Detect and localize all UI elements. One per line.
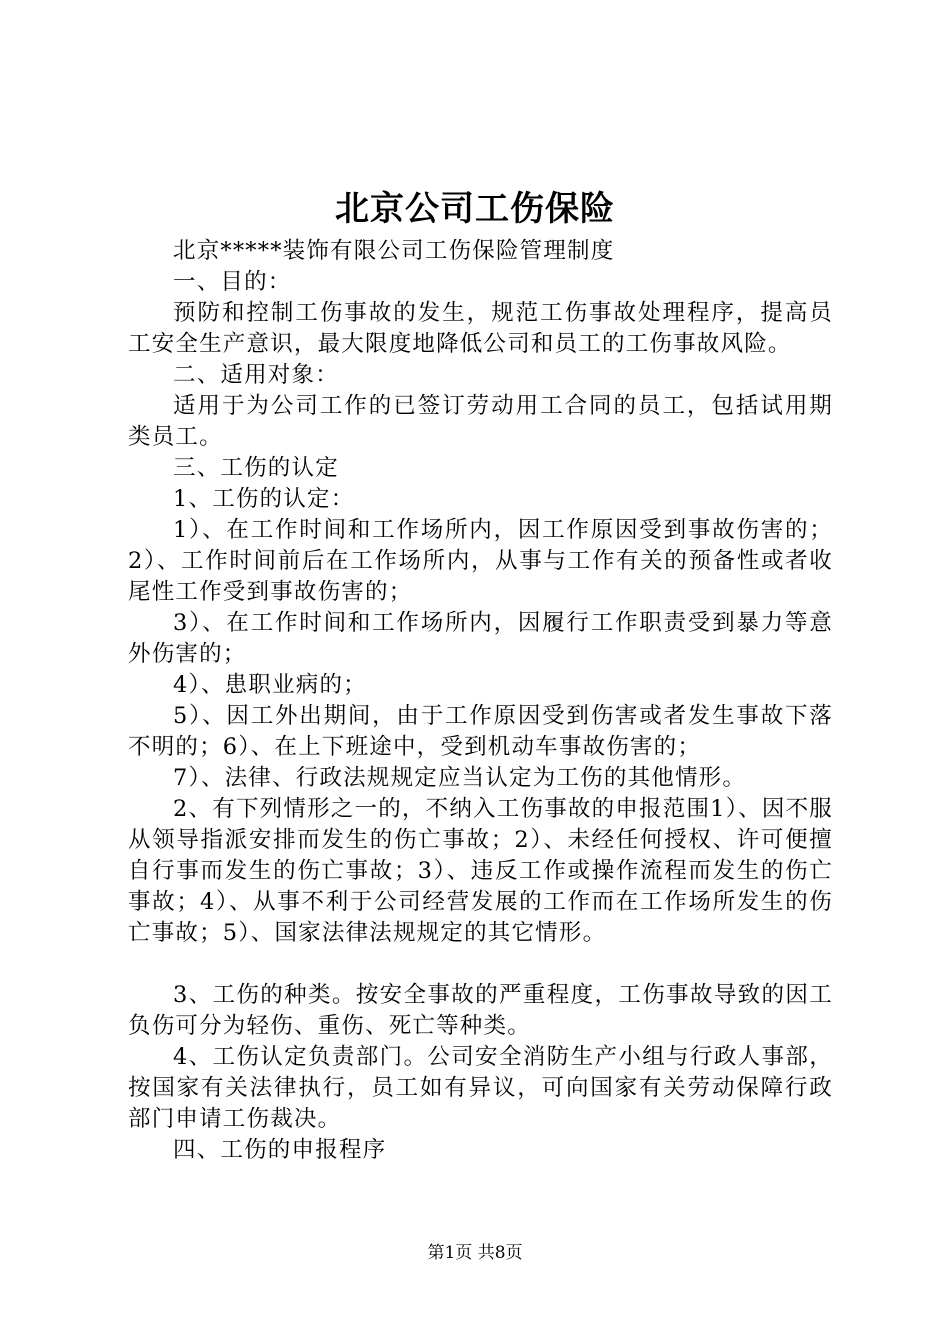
identification-item-1-2: 1）、在工作时间和工作场所内，因工作原因受到事故伤害的；2）、工作时间前后在工作场所内，从事与工作有关的预备性或者收尾性工作受到事故伤害的； (128, 517, 833, 605)
document-title: 北京公司工伤保险 (335, 189, 615, 229)
identification-item-3: 3）、在工作时间和工作场所内，因履行工作职责受到暴力等意外伤害的； (128, 610, 833, 667)
injury-types-paragraph: 3、工伤的种类。按安全事故的严重程度，工伤事故导致的因工负伤可分为轻伤、重伤、死亡等种类。 (128, 982, 833, 1039)
scope-paragraph: 适用于为公司工作的已签订劳动用工合同的员工，包括试用期类员工。 (128, 393, 833, 450)
identification-item-5-6: 5）、因工外出期间，由于工作原因受到伤害或者发生事故下落不明的；6）、在上下班途中，受到机动车事故伤害的； (128, 703, 833, 760)
purpose-paragraph: 预防和控制工伤事故的发生，规范工伤事故处理程序，提高员工安全生产意识，最大限度地降低公司和员工的工伤事故风险。 (128, 300, 833, 357)
identification-subheading: 1、工伤的认定： (173, 486, 355, 512)
responsible-department-paragraph: 4、工伤认定负责部门。公司安全消防生产小组与行政人事部，按国家有关法律执行，员工如有异议，可向国家有关劳动保障行政部门申请工伤裁决。 (128, 1044, 833, 1132)
document-body (128, 236, 833, 1166)
exclusions-paragraph: 2、有下列情形之一的，不纳入工伤事故的申报范围1）、因不服从领导指派安排而发生的伤亡事故；2）、未经任何授权、许可便擅自行事而发生的伤亡事故；3）、违反工作或操作流程而发生的伤亡事故；4）、从事不利于公司经营发展的工作而在工作场所发生的伤亡事故；5）、国家法律法规规定的其它情形。 (128, 796, 833, 946)
page-number-footer: 第1页 共8页 (427, 1243, 523, 1263)
identification-item-7: 7）、法律、行政法规规定应当认定为工伤的其他情形。 (173, 765, 747, 791)
section-purpose-heading: 一、目的： (173, 269, 292, 295)
identification-item-4: 4）、患职业病的； (173, 672, 367, 698)
section-identification-heading: 三、工伤的认定 (173, 455, 339, 481)
section-scope-heading: 二、适用对象： (173, 362, 339, 388)
company-policy-heading: 北京*****装饰有限公司工伤保险管理制度 (173, 238, 615, 264)
section-reporting-heading: 四、工伤的申报程序 (173, 1137, 387, 1163)
